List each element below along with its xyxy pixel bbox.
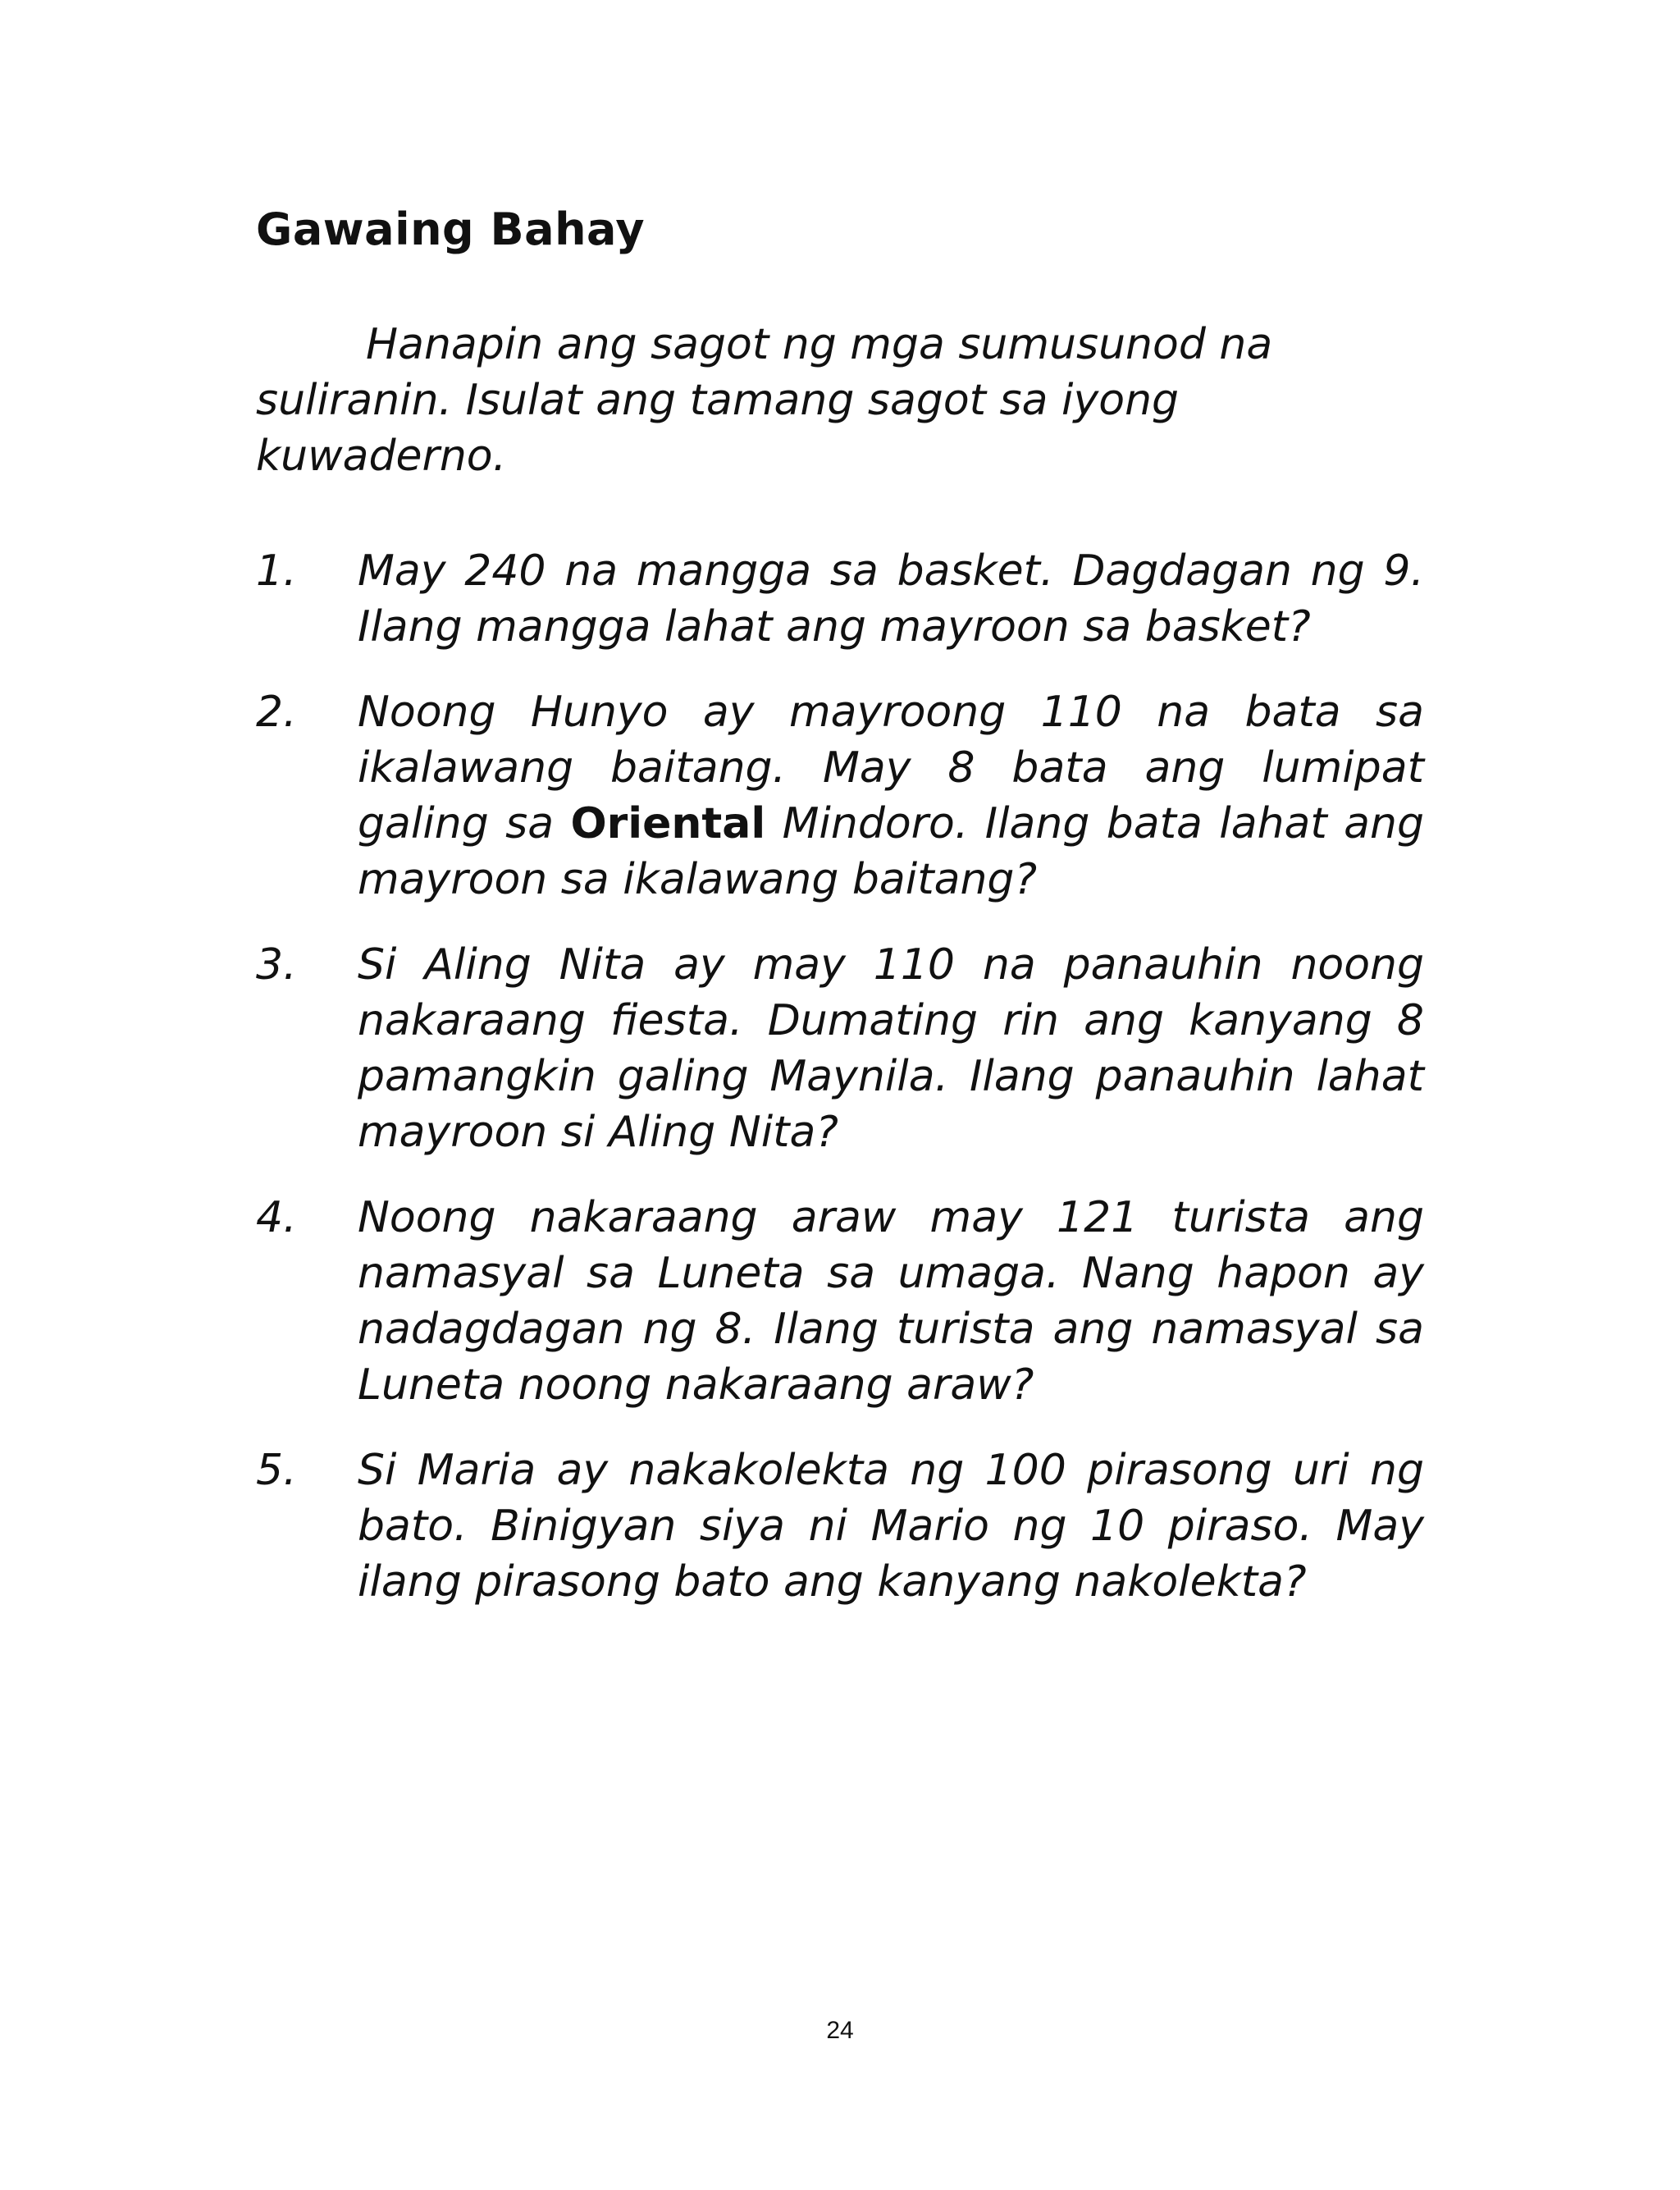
problem-list — [256, 543, 1424, 1639]
instructions-paragraph — [256, 317, 1421, 484]
problem-text-bold: Oriental — [570, 799, 766, 848]
page-title: Gawaing Bahay — [256, 203, 646, 255]
problem-number: 3. — [256, 940, 297, 990]
problem-item-5 — [256, 1442, 1424, 1610]
problem-text: Noong nakaraang araw may 121 turista ang namasyal sa Luneta sa umaga. Nang hapon ay nadagdagan ng 8. Ilang turista ang namasyal sa Luneta noong nakaraang araw? — [358, 1193, 1424, 1410]
problem-item-4 — [256, 1190, 1424, 1413]
problem-item-3 — [256, 937, 1424, 1160]
problem-text: Si Aling Nita ay may 110 na panauhin noong nakaraang fiesta. Dumating rin ang kanyang 8 pamangkin galing Maynila. Ilang panauhin lahat mayroon si Aling Nita? — [358, 940, 1424, 1157]
problem-text: May 240 na mangga sa basket. Dagdagan ng 9. Ilang mangga lahat ang mayroon sa basket? — [358, 546, 1424, 652]
problem-item-2 — [256, 684, 1424, 908]
problem-number: 2. — [256, 688, 297, 737]
instructions-text: Hanapin ang sagot ng mga sumusunod na suliranin. Isulat ang tamang sagot sa iyong kuwaderno. — [256, 320, 1273, 481]
problem-text-after: Mindoro. Ilang bata lahat ang mayroon sa ikalawang baitang? — [358, 799, 1424, 904]
problem-text: Si Maria ay nakakolekta ng 100 pirasong uri ng bato. Binigyan siya ni Mario ng 10 piraso. May ilang pirasong bato ang kanyang nakolekta? — [358, 1446, 1424, 1607]
page-number: 24 — [826, 2017, 854, 2044]
problem-number: 1. — [256, 546, 297, 596]
problem-number: 4. — [256, 1193, 297, 1242]
problem-text-before: Noong Hunyo ay mayroong 110 na bata sa ikalawang baitang. May 8 bata ang lumipat galing sa — [358, 688, 1424, 848]
problem-item-1 — [256, 543, 1424, 655]
problem-number: 5. — [256, 1446, 297, 1495]
